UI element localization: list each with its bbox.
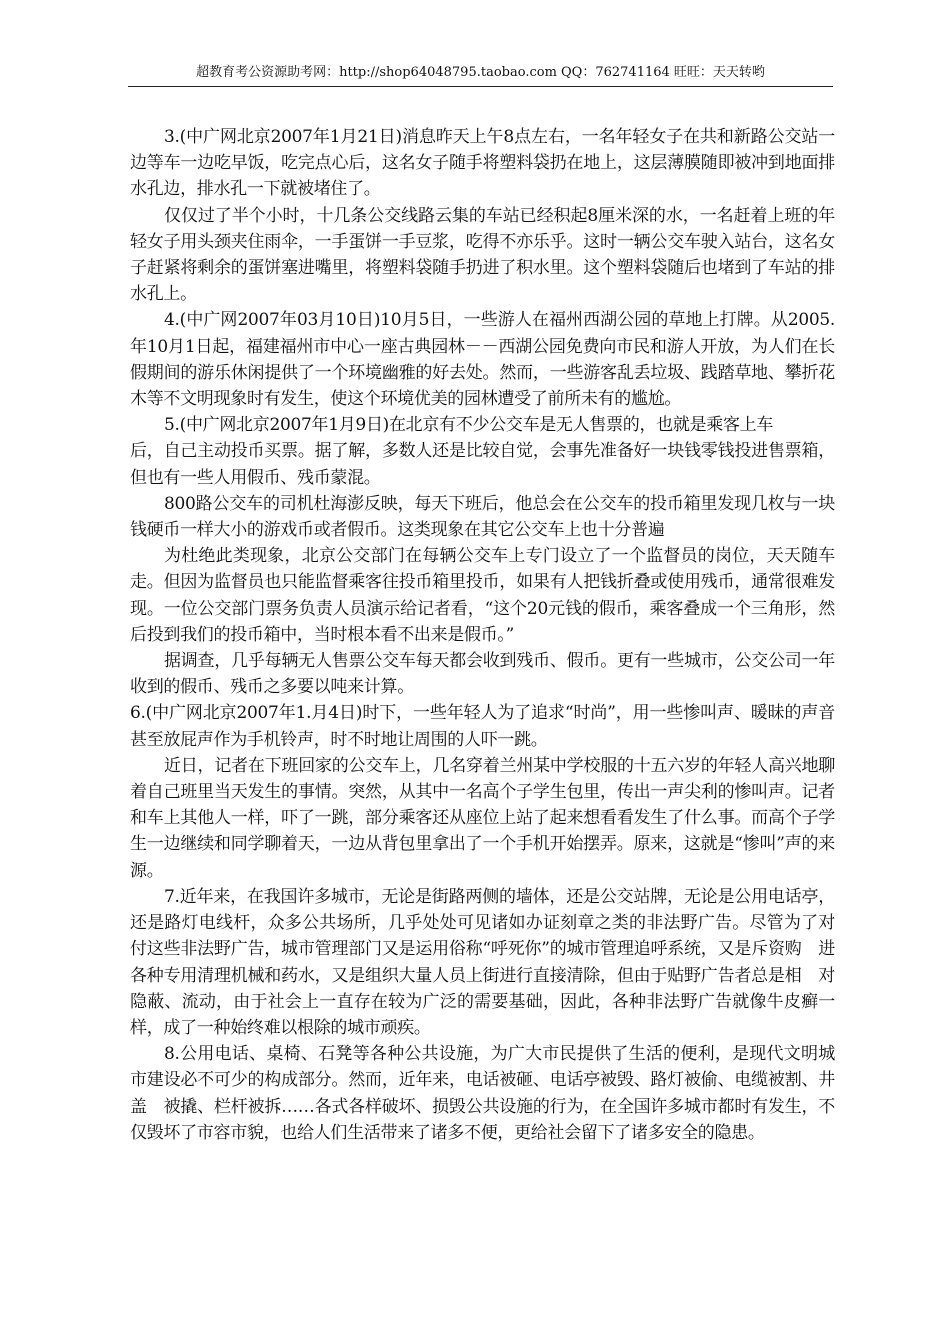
- document-body: [130, 124, 852, 1146]
- header-divider: [128, 86, 833, 87]
- paragraph-5-survey: 据调查，几乎每辆无人售票公交车每天都会收到残币、假币。更有一些城市，公交公司一年收到的假币、残币之多要以吨来计算。: [130, 651, 835, 698]
- paragraph-6: 6.(中广网北京2007年1.月4日)时下，一些年轻人为了追求“时尚”，用一些惨叫声、暖昧的声音甚至放屁声作为手机铃声，时不时地让周围的人吓一跳。: [130, 703, 835, 750]
- paragraph-8: 8.公用电话、桌椅、石凳等各种公共设施，为广大市民提供了生活的便利，是现代文明城 市建设必不可少的构成部分。然而，近年来，电话被砸、电话亭被毁、路灯被偷、电缆被割、井盖 被撬、栏杆被拆……各式各样破坏、损毁公共设施的行为，在全国许多城市都时有发生，不仅毁坏了市容市貌，也给人们生活带来了诸多不便，更给社会留下了诸多安全的隐患。: [130, 1044, 852, 1143]
- paragraph-3-continued: 仅仅过了半个小时，十几条公交线路云集的车站已经积起8厘米深的水，一名赶着上班的年轻女子用头颈夹住雨伞，一手蛋饼一手豆浆，吃得不亦乐乎。这时一辆公交车驶入站台，这名女子赶紧将剩余的蛋饼塞进嘴里，将塑料袋随手扔进了积水里。这个塑料袋随后也堵到了车站的排水孔上。: [130, 205, 835, 305]
- paragraph-3: 3.(中广网北京2007年1月21日)消息昨天上午8点左右，一名年轻女子在共和新路公交站一边等车一边吃早饭，吃完点心后，这名女子随手将塑料袋扔在地上，这层薄膜随即被冲到地面排水孔边，排水孔一下就被堵住了。: [130, 127, 835, 200]
- paragraph-5-driver: 800路公交车的司机杜海澎反映，每天下班后，他总会在公交车的投币箱里发现几枚与一块钱硬币一样大小的游戏币或者假币。这类现象在其它公交车上也十分普遍: [130, 493, 835, 541]
- page-header: 超教育考公资源助考网：http://shop64048795.taobao.com QQ：762741164 旺旺：天天转哟: [196, 65, 765, 80]
- paragraph-6-continued: 近日，记者在下班回家的公交车上，几名穿着兰州某中学校服的十五六岁的年轻人高兴地聊着自己班里当天发生的事情。突然，从其中一名高个子学生包里，传出一声尖利的惨叫声。记者和车上其他人一样，吓了一跳，部分乘客还从座位上站了起来想看看发生了什么事。而高个子学生一边继续和同学聊着天，一边从背包里拿出了一个手机开始摆弄。原来，这就是“惨叫”声的来源。: [130, 755, 835, 881]
- paragraph-5: 5.(中广网北京2007年1月9日)在北京有不少公交车是无人售票的，也就是乘客上车: [164, 415, 774, 436]
- paragraph-7: 7.近年来，在我国许多城市，无论是街路两侧的墙体，还是公交站牌，无论是公用电话亭，还是路灯电线杆，众多公共场所，几乎处处可见诸如办证刻章之类的非法野广告。尽管为了对 付这些非法野广告，城市管理部门又是运用俗称“呼死你”的城市管理追呼系统，又是斥资购 进各种专用清理机械和药水，又是组织大量人员上街进行直接清除，但由于贴野广告者总是相 对隐蔽、流动，由于社会上一直存在较为广泛的需要基础，因此，各种非法野广告就像牛皮癣一样，成了一种始终难以根除的城市顽疾。: [130, 886, 852, 1038]
- paragraph-5-continued: 后，自己主动投币买票。据了解，多数人还是比较自觉，会事先准备好一块钱零钱投进售票箱，但也有一些人用假币、残币蒙混。: [130, 441, 835, 488]
- paragraph-5-supervisor: 为杜绝此类现象，北京公交部门在每辆公交车上专门设立了一个监督员的岗位，天天随车走。但因为监督员也只能监督乘客往投币箱里投币，如果有人把钱折叠或使用残币，通常很难发现。一位公交部门票务负责人员演示给记者看，“这个20元钱的假币，乘客叠成一个三角形，然后投到我们的投币箱中，当时根本看不出来是假币。”: [130, 546, 835, 645]
- paragraph-4: 4.(中广网2007年03月10日)10月5日，一些游人在福州西湖公园的草地上打牌。从2005.年10月1日起，福建福州市中心一座古典园林－－西湖公园免费向市民和游人开放，为人们在长假期间的游乐休闲提供了一个环境幽雅的好去处。然而，一些游客乱丢垃圾、践踏草地、攀折花木等不文明现象时有发生，使这个环境优美的园林遭受了前所未有的尴尬。: [130, 310, 835, 410]
